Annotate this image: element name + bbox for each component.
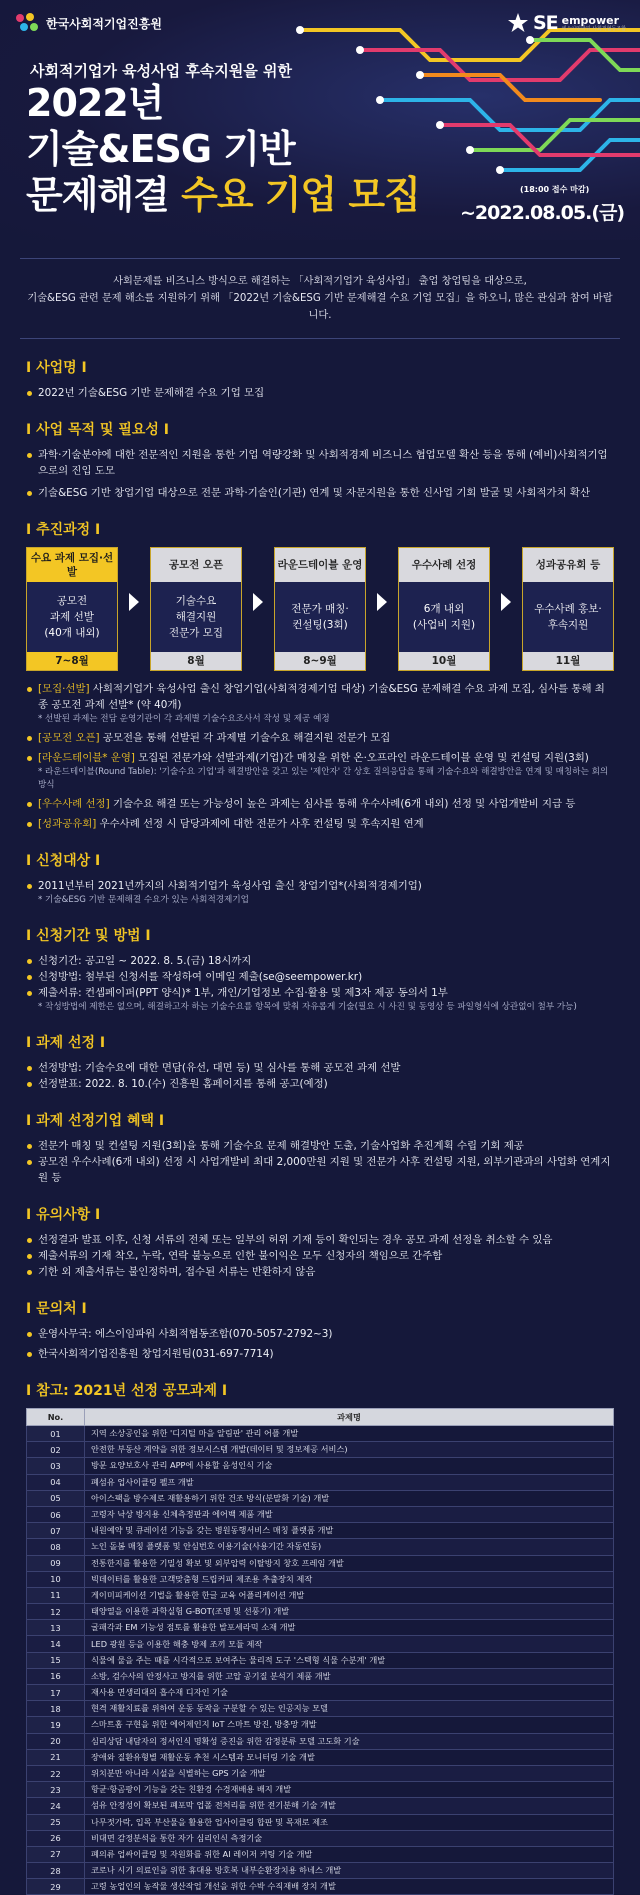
table-row bbox=[27, 1539, 614, 1555]
table-row bbox=[27, 1863, 614, 1879]
table-cell-no: 18 bbox=[27, 1701, 85, 1717]
hero-eyebrow: 사회적기업가 육성사업 후속지원을 위한 bbox=[30, 62, 292, 80]
section-apply-note: * 작성방법에 제한은 없으며, 해결하고자 하는 기술수요를 항목에 맞춰 자유롭게 기술(필요 시 사진 및 동영상 등 파일형식에 상관없이 첨부 가능) bbox=[38, 1002, 577, 1012]
process-step-body-line: 공모전 bbox=[56, 595, 88, 607]
process-step-body-line: 전문가 매칭· bbox=[291, 603, 349, 615]
section-contact bbox=[26, 1280, 614, 1362]
table-cell-no: 12 bbox=[27, 1604, 85, 1620]
section-name bbox=[26, 339, 614, 401]
table-cell-name: 재사용 면생리대의 흡수재 디자인 기술 bbox=[85, 1685, 614, 1701]
triangle-right-icon bbox=[253, 593, 263, 611]
table-cell-name: 방문 요양보호사 관리 APP에 사용할 음성인식 기술 bbox=[85, 1458, 614, 1474]
triangle-right-icon bbox=[129, 593, 139, 611]
table-cell-no: 03 bbox=[27, 1458, 85, 1474]
section-target-note: * 기술&ESG 기반 문제해결 수요가 있는 사회적경제기업 bbox=[38, 895, 249, 905]
triangle-right-icon bbox=[377, 593, 387, 611]
section-contact-item: 운영사무국: 에스이임파워 사회적협동조합(070-5057-2792~3) bbox=[26, 1326, 614, 1342]
process-step-period: 10월 bbox=[399, 652, 489, 670]
table-cell-no: 15 bbox=[27, 1652, 85, 1668]
table-row bbox=[27, 1733, 614, 1749]
reference-col-no: No. bbox=[27, 1409, 85, 1426]
table-cell-name: 소방, 검수사의 안정사고 방지를 위한 고압 공기질 분석기 제품 개발 bbox=[85, 1668, 614, 1684]
process-step-body-line: 6개 내외 bbox=[423, 603, 465, 615]
process-step-body-line: 컨설팅(3회) bbox=[292, 619, 348, 631]
process-detail bbox=[26, 681, 614, 713]
process-step-body-line: 우수사례 홍보· bbox=[534, 603, 602, 615]
table-cell-no: 21 bbox=[27, 1749, 85, 1765]
table-cell-no: 17 bbox=[27, 1685, 85, 1701]
table-cell-no: 02 bbox=[27, 1442, 85, 1458]
table-cell-name: 비대면 감정분석을 통한 자가 심리인식 측정기술 bbox=[85, 1830, 614, 1846]
process-detail-tag: [우수사례 선정] bbox=[38, 798, 110, 810]
table-row bbox=[27, 1830, 614, 1846]
process-detail bbox=[26, 730, 614, 746]
table-cell-name: 식물에 물을 주는 때를 시각적으로 보여주는 물리적 도구 '스텍형 식물 수분계' 개발 bbox=[85, 1652, 614, 1668]
table-cell-no: 07 bbox=[27, 1523, 85, 1539]
process-detail-text: 공모전을 통해 선발된 각 과제별 기술수요 해결지원 전문가 모집 bbox=[102, 732, 391, 744]
process-step bbox=[26, 547, 118, 671]
table-cell-name: 태양열을 이용한 과학실험 G-BOT(조명 및 선풍기) 개발 bbox=[85, 1604, 614, 1620]
section-caution-item: 선정결과 발표 이후, 신청 서류의 전체 또는 일부의 허위 기재 등이 확인되는 경우 공모 과제 선정을 취소할 수 있음 bbox=[26, 1232, 614, 1248]
reference-table-header bbox=[27, 1409, 614, 1426]
section-caution-title: I 유의사항 I bbox=[26, 1207, 101, 1223]
process-detail-text: 사회적기업가 육성사업 출신 창업기업(사회적경제기업 대상) 기술&ESG 문제해결 수요 과제 모집, 심사를 통해 최종 공모전 과제 선발* (약 40개) bbox=[38, 683, 605, 711]
section-process-title: I 추진과정 I bbox=[26, 522, 101, 538]
process-step-head: 우수사례 선정 bbox=[399, 548, 489, 582]
section-name-item: 2022년 기술&ESG 기반 문제해결 수요 기업 모집 bbox=[26, 385, 614, 401]
table-cell-name: 내원예약 및 큐레이션 기능을 갖는 병원동행서비스 매칭 플랫폼 개발 bbox=[85, 1523, 614, 1539]
table-cell-name: 항균·항곰팡이 기능을 갖는 친환경 수경재배용 배지 개발 bbox=[85, 1782, 614, 1798]
section-selection-item: 선정발표: 2022. 8. 10.(수) 진흥원 홈페이지를 통해 공고(예정) bbox=[26, 1076, 614, 1092]
table-row bbox=[27, 1474, 614, 1490]
section-caution bbox=[26, 1186, 614, 1280]
table-row bbox=[27, 1587, 614, 1603]
kosea-mark-icon bbox=[14, 12, 40, 34]
table-row bbox=[27, 1782, 614, 1798]
table-cell-name: 안전한 부동산 계약을 위한 정보시스템 개발(데이터 및 정보제공 서비스) bbox=[85, 1442, 614, 1458]
process-step-body bbox=[399, 582, 489, 652]
process-step-body-line: 전문가 모집 bbox=[168, 627, 224, 639]
process-step-head: 성과공유회 등 bbox=[523, 548, 613, 582]
process-detail bbox=[26, 750, 614, 766]
table-row bbox=[27, 1749, 614, 1765]
hero-title-line3 bbox=[26, 173, 420, 217]
section-target-title: I 신청대상 I bbox=[26, 853, 101, 869]
hero-title-line3-b: 수요 기업 모집 bbox=[181, 173, 420, 217]
section-benefit bbox=[26, 1092, 614, 1186]
section-apply-item: 신청방법: 첨부된 신청서를 작성하여 이메일 제출(se@seempower.kr) bbox=[26, 969, 614, 985]
kosea-name: 한국사회적기업진흥원 bbox=[46, 16, 162, 31]
section-reference-title: I 참고: 2021년 선정 공모과제 I bbox=[26, 1383, 228, 1399]
intro-line2: 기술&ESG 관련 문제 해소를 지원하기 위해 「2022년 기술&ESG 기반 문제해결 수요 기업 모집」을 하오니, 많은 관심과 참여 바랍니다. bbox=[27, 293, 613, 321]
table-row bbox=[27, 1506, 614, 1522]
process-detail-text: 모집된 전문가와 선발과제(기업)간 매칭을 위한 온·오프라인 라운드테이블 운영 및 컨설팅 지원(3회) bbox=[138, 752, 589, 764]
table-cell-name: 스마트홈 구현을 위한 에어제인지 IoT 스마트 방진, 방충망 개발 bbox=[85, 1717, 614, 1733]
table-row bbox=[27, 1458, 614, 1474]
intro-line1: 사회문제를 비즈니스 방식으로 해결하는 「사회적기업가 육성사업」 출업 창업팀을 대상으로, bbox=[113, 276, 527, 287]
table-cell-name: LED 광원 등을 이용한 해충 방제 조끼 모듈 제작 bbox=[85, 1636, 614, 1652]
process-detail-text: 기술수요 해결 또는 가능성이 높은 과제는 심사를 통해 우수사례(6개 내외) 선정 및 사업개발비 지급 등 bbox=[112, 798, 576, 810]
process-flow bbox=[26, 547, 614, 671]
table-cell-name: 나무젓가락, 입목 부산물을 활용한 업사이클링 합판 및 목재로 제조 bbox=[85, 1814, 614, 1830]
section-apply-item: 신청기간: 공고일 ~ 2022. 8. 5.(금) 18시까지 bbox=[26, 953, 614, 969]
table-cell-no: 11 bbox=[27, 1587, 85, 1603]
intro-box bbox=[20, 258, 620, 339]
table-cell-no: 13 bbox=[27, 1620, 85, 1636]
section-purpose-item: 기술&ESG 기반 창업기업 대상으로 전문 과학·기술인(기관) 연계 및 자문지원을 통한 신사업 기회 발굴 및 사회적가치 확산 bbox=[26, 485, 614, 501]
process-detail bbox=[26, 816, 614, 832]
table-cell-name: 심리상담 내담자의 정서인식 명확성 증진을 위한 감정분류 모델 고도화 기술 bbox=[85, 1733, 614, 1749]
table-cell-name: 섬유 안정성이 확보된 폐포막 업폴 전처리를 위한 전기분해 기술 개발 bbox=[85, 1798, 614, 1814]
table-row bbox=[27, 1652, 614, 1668]
process-step-head: 공모전 오픈 bbox=[151, 548, 241, 582]
table-cell-no: 10 bbox=[27, 1571, 85, 1587]
section-process bbox=[26, 501, 614, 832]
section-apply-item: 제출서류: 컨셉페이퍼(PPT 양식)* 1부, 개인/기업정보 수집·활용 및 제3자 제공 동의서 1부 bbox=[26, 985, 614, 1001]
section-purpose-title: I 사업 목적 및 필요성 I bbox=[26, 422, 169, 438]
table-cell-name: 전통한지를 활용한 기밀성 확보 및 외부압력 이탈방지 창호 프레임 개발 bbox=[85, 1555, 614, 1571]
table-cell-no: 29 bbox=[27, 1879, 85, 1895]
section-target-item: 2011년부터 2021년까지의 사회적기업가 육성사업 출신 창업기업*(사회적경제기업) bbox=[26, 878, 614, 894]
table-cell-no: 24 bbox=[27, 1798, 85, 1814]
table-cell-no: 19 bbox=[27, 1717, 85, 1733]
process-step bbox=[274, 547, 366, 671]
process-detail-tag: [라운드테이블* 운영] bbox=[38, 752, 135, 764]
section-purpose-item: 과학·기술분야에 대한 전문적인 지원을 통한 기업 역량강화 및 사회적경제 비즈니스 협업모델 확산 등을 통해 (예비)사회적기업으로의 진입 도모 bbox=[26, 447, 614, 479]
process-step-body-line: (40개 내외) bbox=[44, 627, 100, 639]
table-cell-no: 23 bbox=[27, 1782, 85, 1798]
table-cell-no: 22 bbox=[27, 1765, 85, 1781]
table-cell-no: 27 bbox=[27, 1846, 85, 1862]
table-cell-no: 26 bbox=[27, 1830, 85, 1846]
table-cell-no: 01 bbox=[27, 1426, 85, 1442]
table-row bbox=[27, 1426, 614, 1442]
seempower-logo bbox=[507, 12, 626, 34]
seempower-text bbox=[562, 15, 626, 32]
process-step-period: 8월 bbox=[151, 652, 241, 670]
table-cell-name: 게이미피케이션 기법을 활용한 한글 교육 어플리케이션 개발 bbox=[85, 1587, 614, 1603]
hero-banner bbox=[0, 0, 640, 240]
process-step-body-line: (사업비 지원) bbox=[412, 619, 476, 631]
process-step-body-line: 해결지원 bbox=[175, 611, 217, 623]
table-cell-no: 28 bbox=[27, 1863, 85, 1879]
section-selection bbox=[26, 1014, 614, 1092]
section-caution-item: 기한 외 제출서류는 불인정하며, 접수된 서류는 반환하지 않음 bbox=[26, 1264, 614, 1280]
table-row bbox=[27, 1668, 614, 1684]
table-row bbox=[27, 1846, 614, 1862]
reference-col-name: 과제명 bbox=[85, 1409, 614, 1426]
section-name-title: I 사업명 I bbox=[26, 360, 87, 376]
process-step-head: 라운드테이블 운영 bbox=[275, 548, 365, 582]
process-step bbox=[398, 547, 490, 671]
section-target bbox=[26, 832, 614, 907]
process-step-period: 8~9월 bbox=[275, 652, 365, 670]
section-reference bbox=[26, 1362, 614, 1895]
table-row bbox=[27, 1798, 614, 1814]
table-cell-name: 폐섬유 업사이클링 펠프 개발 bbox=[85, 1474, 614, 1490]
seempower-sub: 에스이임파워 사회적협동조합 bbox=[561, 25, 626, 32]
deadline-note: (18:00 접수 마감) bbox=[520, 185, 590, 194]
process-step-head: 수요 과제 모집·선발 bbox=[27, 548, 117, 582]
process-detail-tag: [모집·선발] bbox=[38, 683, 90, 695]
table-cell-no: 25 bbox=[27, 1814, 85, 1830]
table-row bbox=[27, 1571, 614, 1587]
process-detail-note: * 선발된 과제는 전담 운영기관이 각 과제별 기술수요조사서 작성 및 제공 예정 bbox=[38, 714, 330, 724]
table-cell-name: 현격 재활치료를 위하여 운동 동작을 구분할 수 있는 인공지능 모델 bbox=[85, 1701, 614, 1717]
table-row bbox=[27, 1685, 614, 1701]
section-caution-item: 제출서류의 기재 착오, 누락, 연락 불능으로 인한 불이익은 모두 신청자의 책임으로 간주함 bbox=[26, 1248, 614, 1264]
process-step-body bbox=[275, 582, 365, 652]
process-detail-text: 우수사례 선정 시 담당과제에 대한 전문가 사후 컨설팅 및 후속지원 연계 bbox=[99, 818, 424, 830]
table-row bbox=[27, 1490, 614, 1506]
section-purpose bbox=[26, 401, 614, 501]
table-row bbox=[27, 1814, 614, 1830]
table-row bbox=[27, 1636, 614, 1652]
section-selection-item: 선정방법: 기술수요에 대한 면담(유선, 대면 등) 및 심사를 통해 공모전 과제 선발 bbox=[26, 1060, 614, 1076]
table-cell-name: 고령자 낙상 방지용 신체측정판과 에어백 제품 개발 bbox=[85, 1506, 614, 1522]
table-cell-name: 폐의류 업싸이클링 및 자원화를 위한 AI 레이저 커팅 기술 개발 bbox=[85, 1846, 614, 1862]
process-step-body-line: 기술수요 bbox=[175, 595, 217, 607]
process-step bbox=[522, 547, 614, 671]
section-benefit-title: I 과제 선정기업 혜택 I bbox=[26, 1113, 165, 1129]
process-detail-note: * 라운드테이블(Round Table): '기술수요 기업'과 해결방안을 갖고 있는 '제안자' 간 상호 질의응답을 통해 기술수요와 해결방안을 연계 및 매칭하는 회의방식 bbox=[38, 767, 609, 790]
table-row bbox=[27, 1879, 614, 1895]
process-step-body bbox=[523, 582, 613, 652]
process-detail-tag: [공모전 오픈] bbox=[38, 732, 100, 744]
reference-table bbox=[26, 1408, 614, 1895]
table-row bbox=[27, 1523, 614, 1539]
hero-title-line2: 기술&ESG 기반 bbox=[26, 127, 295, 171]
table-row bbox=[27, 1717, 614, 1733]
seempower-brand: SE bbox=[532, 12, 558, 34]
table-cell-name: 노인 돌봄 매칭 플랫폼 및 안심번호 이용기술(사용기간 자동연동) bbox=[85, 1539, 614, 1555]
section-apply bbox=[26, 907, 614, 1014]
process-step-body bbox=[151, 582, 241, 652]
process-step bbox=[150, 547, 242, 671]
table-row bbox=[27, 1442, 614, 1458]
section-apply-title: I 신청기간 및 방법 I bbox=[26, 928, 151, 944]
table-row bbox=[27, 1701, 614, 1717]
process-detail bbox=[26, 796, 614, 812]
process-detail-tag: [성과공유회] bbox=[38, 818, 97, 830]
table-cell-name: 굴패각과 EM 기능성 점토를 활용한 발포세라믹 소재 개발 bbox=[85, 1620, 614, 1636]
table-cell-no: 20 bbox=[27, 1733, 85, 1749]
table-cell-no: 14 bbox=[27, 1636, 85, 1652]
table-cell-no: 16 bbox=[27, 1668, 85, 1684]
section-benefit-item: 공모전 우수사례(6개 내외) 선정 시 사업개발비 최대 2,000만원 지원 및 전문가 사후 컨설팅 지원, 외부기관과의 사업화 연계지원 등 bbox=[26, 1154, 614, 1186]
section-contact-title: I 문의처 I bbox=[26, 1301, 87, 1317]
table-row bbox=[27, 1765, 614, 1781]
process-step-body bbox=[27, 582, 117, 652]
hero-title-line1: 2022년 bbox=[26, 81, 164, 125]
table-cell-no: 04 bbox=[27, 1474, 85, 1490]
table-cell-name: 위치분만 아니라 시설을 식별하는 GPS 기술 개발 bbox=[85, 1765, 614, 1781]
table-cell-no: 06 bbox=[27, 1506, 85, 1522]
table-row bbox=[27, 1620, 614, 1636]
process-step-period: 11월 bbox=[523, 652, 613, 670]
section-selection-title: I 과제 선정 I bbox=[26, 1035, 106, 1051]
table-cell-name: 장애와 질환유형별 재활운동 추천 시스템과 모니터링 기술 개발 bbox=[85, 1749, 614, 1765]
seempower-word: empower bbox=[561, 13, 620, 27]
process-step-body-line: 후속지원 bbox=[547, 619, 589, 631]
table-cell-name: 코로나 시기 의료인을 위한 휴대용 방호복 내부순환장치용 하네스 개발 bbox=[85, 1863, 614, 1879]
table-cell-name: 지역 소상공인을 위한 '디지털 마을 알림판' 관리 어플 개발 bbox=[85, 1426, 614, 1442]
table-row bbox=[27, 1604, 614, 1620]
star-icon bbox=[507, 12, 529, 34]
hero-title-line3-a: 문제해결 bbox=[26, 173, 169, 217]
table-cell-no: 09 bbox=[27, 1555, 85, 1571]
table-cell-name: 고령 농업인의 농작물 생산작업 개선을 위한 수박 수직재배 장치 개발 bbox=[85, 1879, 614, 1895]
process-step-period: 7~8월 bbox=[27, 652, 117, 670]
section-contact-item: 한국사회적기업진흥원 창업지원팀(031-697-7714) bbox=[26, 1346, 614, 1362]
table-cell-no: 08 bbox=[27, 1539, 85, 1555]
deadline: ~2022.08.05.(금) bbox=[460, 202, 625, 224]
triangle-right-icon bbox=[501, 593, 511, 611]
section-benefit-item: 전문가 매칭 및 컨설팅 지원(3회)을 통해 기술수요 문제 해결방안 도출, 기술사업화 추진계획 수립 기회 제공 bbox=[26, 1138, 614, 1154]
kosea-logo bbox=[14, 12, 162, 34]
reference-table-body bbox=[27, 1426, 614, 1895]
table-cell-name: 빅데이터를 활용한 고객맞춤형 드립커피 제조용 추출장치 제작 bbox=[85, 1571, 614, 1587]
table-row bbox=[27, 1555, 614, 1571]
process-step-body-line: 과제 선발 bbox=[50, 611, 94, 623]
table-cell-no: 05 bbox=[27, 1490, 85, 1506]
table-cell-name: 아이스팩을 방수제로 재활용하기 위한 건조 방식(분말화 기술) 개발 bbox=[85, 1490, 614, 1506]
